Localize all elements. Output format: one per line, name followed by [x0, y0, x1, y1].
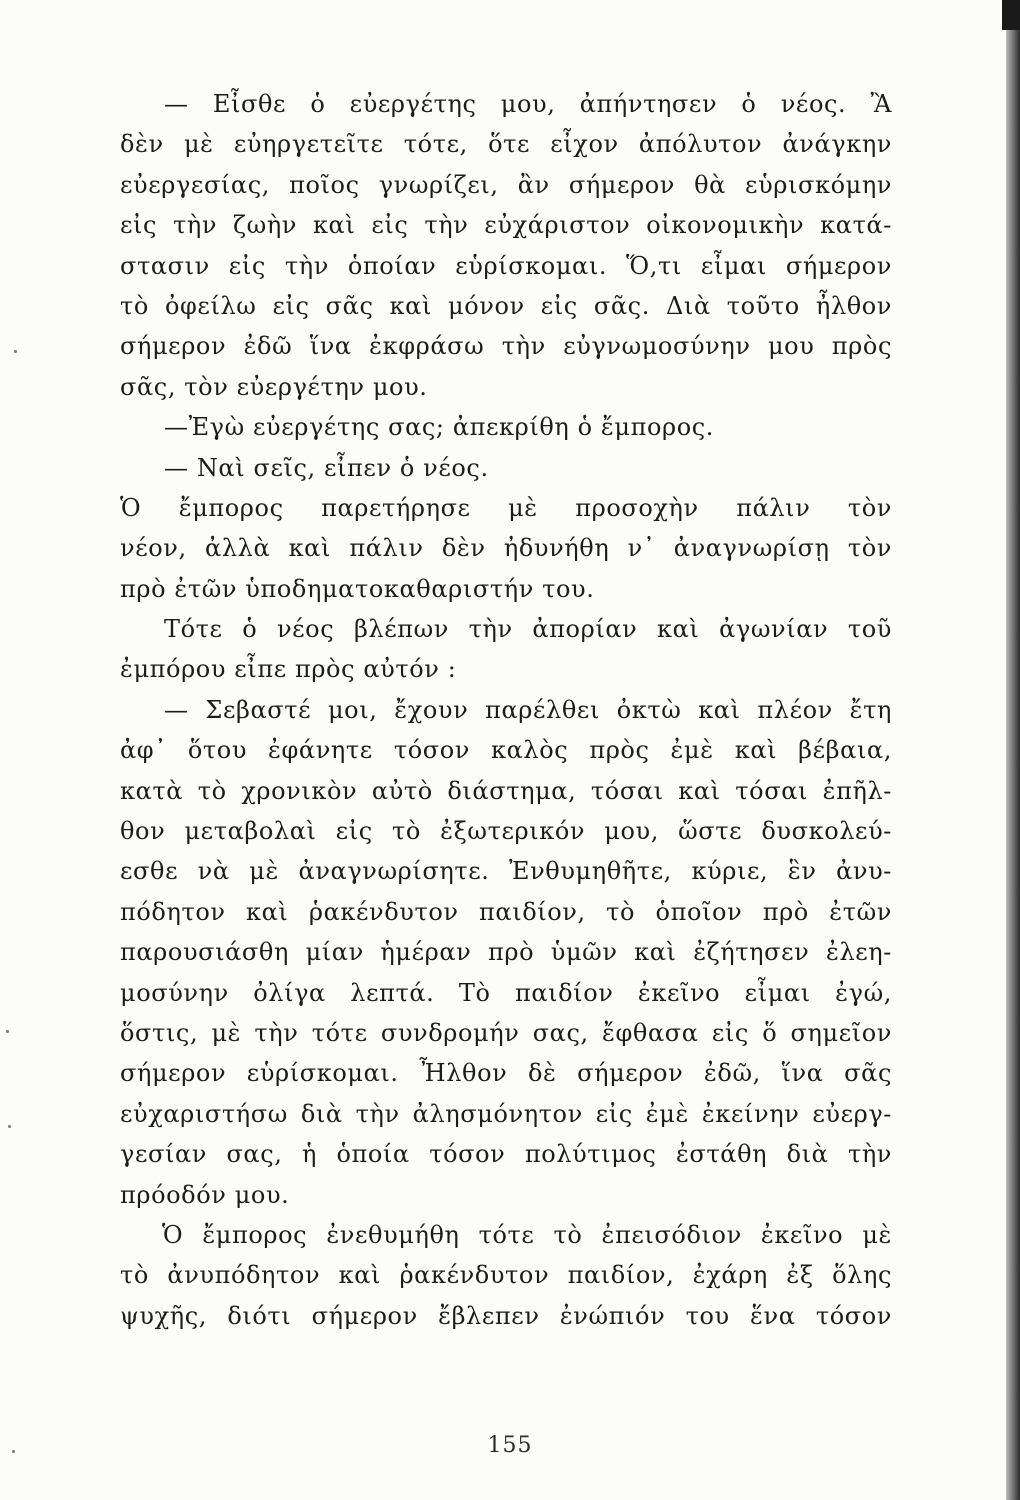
text-line: ἀφ᾽ ὅτου ἐφάνητε τόσον καλὸς πρὸς ἐμὲ καὶ βέβαια, [120, 736, 892, 765]
body-text [120, 84, 892, 1336]
text-line: νέον, ἀλλὰ καὶ πάλιν δὲν ἠδυνήθη ν᾽ ἀναγνωρίσῃ τὸν [120, 534, 892, 563]
text-line: πρὸ ἐτῶν ὑποδηματοκαθαριστήν του. [120, 574, 595, 603]
text-line: Ὁ ἔμπορος παρετήρησε μὲ προσοχὴν πάλιν τὸν [120, 493, 892, 522]
text-line: γεσίαν σας, ἡ ὁποία τόσον πολύτιμος ἐστάθη διὰ τὴν [120, 1140, 892, 1169]
page-edge-shadow [1006, 0, 1020, 1500]
text-line: Τότε ὁ νέος βλέπων τὴν ἀπορίαν καὶ ἀγωνίαν τοῦ [164, 615, 892, 644]
page-corner-shadow [1002, 0, 1020, 30]
text-line: —Ἐγὼ εὐεργέτης σας; ἀπεκρίθη ὁ ἔμπορος. [164, 413, 715, 442]
text-line: πόδητον καὶ ῥακένδυτον παιδίον, τὸ ὁποῖον πρὸ ἐτῶν [120, 897, 892, 926]
text-line: τὸ ἀνυπόδητον καὶ ῥακένδυτον παιδίον, ἐχάρη ἐξ ὅλης [120, 1261, 892, 1290]
text-line: ψυχῆς, διότι σήμερον ἔβλεπεν ἐνώπιόν του ἕνα τόσον [120, 1301, 892, 1330]
scan-speck [12, 1450, 15, 1453]
text-line: θον μεταβολαὶ εἰς τὸ ἐξωτερικόν μου, ὥστε δυσκολεύ- [120, 817, 892, 846]
scan-speck [6, 1030, 9, 1033]
text-line: δὲν μὲ εὐηργετεῖτε τότε, ὅτε εἶχον ἀπόλυτον ἀνάγκην [120, 130, 892, 159]
text-line: σήμερον εὑρίσκομαι. Ἦλθον δὲ σήμερον ἐδῶ, ἵνα σᾶς [120, 1059, 892, 1088]
text-line: κατὰ τὸ χρονικὸν αὐτὸ διάστημα, τόσαι καὶ τόσαι ἐπῆλ- [120, 776, 892, 805]
page-number: 155 [487, 1433, 533, 1458]
text-line: — Εἶσθε ὁ εὐεργέτης μου, ἀπήντησεν ὁ νέος. Ἂ [164, 90, 892, 118]
text-line: σήμερον ἐδῶ ἵνα ἐκφράσω τὴν εὐγνωμοσύνην μου πρὸς [120, 332, 892, 361]
text-line: παρουσιάσθη μίαν ἡμέραν πρὸ ὑμῶν καὶ ἐζήτησεν ἐλεη- [120, 938, 892, 967]
text-line: πρόοδόν μου. [120, 1180, 290, 1209]
text-line: ὅστις, μὲ τὴν τότε συνδρομήν σας, ἔφθασα εἰς ὅ σημεῖον [120, 1018, 892, 1047]
text-line: εὐχαριστήσω διὰ τὴν ἀλησμόνητον εἰς ἐμὲ ἐκείνην εὐεργ- [120, 1099, 892, 1128]
text-line: τὸ ὀφείλω εἰς σᾶς καὶ μόνον εἰς σᾶς. Διὰ τοῦτο ἦλθον [120, 291, 892, 320]
text-line: Ὁ ἔμπορος ἐνεθυμήθη τότε τὸ ἐπεισόδιον ἐκεῖνο μὲ [162, 1220, 892, 1249]
text-line: εὐεργεσίας, ποῖος γνωρίζει, ἂν σήμερον θὰ εὑρισκόμην [120, 170, 892, 199]
text-line: — Ναὶ σεῖς, εἶπεν ὁ νέος. [164, 453, 489, 482]
text-line: εσθε νὰ μὲ ἀναγνωρίσητε. Ἐνθυμηθῆτε, κύριε, ἓν ἀνυ- [120, 857, 892, 886]
text-line: — Σεβαστέ μοι, ἔχουν παρέλθει ὀκτὼ καὶ πλέον ἔτη [164, 695, 892, 724]
text-line: στασιν εἰς τὴν ὁποίαν εὑρίσκομαι. Ὅ,τι εἶμαι σήμερον [120, 251, 892, 280]
scan-speck [8, 1125, 11, 1128]
text-line: ἐμπόρου εἶπε πρὸς αὐτόν : [120, 655, 457, 684]
scan-speck [14, 350, 17, 353]
text-line: εἰς τὴν ζωὴν καὶ εἰς τὴν εὐχάριστον οἰκονομικὴν κατά- [120, 211, 892, 240]
text-line: σᾶς, τὸν εὐεργέτην μου. [120, 372, 428, 401]
text-line: μοσύνην ὀλίγα λεπτά. Τὸ παιδίον ἐκεῖνο εἶμαι ἐγώ, [120, 978, 892, 1007]
